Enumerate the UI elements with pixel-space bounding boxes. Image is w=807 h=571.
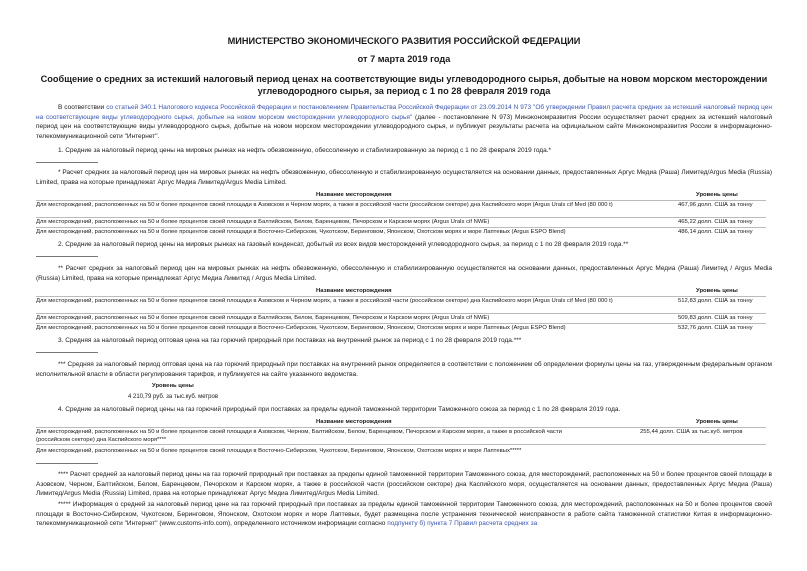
footnote-divider	[36, 352, 98, 353]
section4-footnote-4: **** Расчет средней за налоговый период цены на газ горючий природный при поставках за пределы единой таможенной территории Таможенного союза, для месторождений, расположенных на 50 и более процентов своей площади в Азовском, Черном, Балтийском, Белом, Баренцевом, Печорском и Карском морях, а также в российской части (российском секторе) дна Каспийского моря, осуществляется на основании данных, предоставленных Аргус Медиа (Раша) Лимитед/Argus Media (Russia) Limited, права на которые принадлежат Аргус Медиа Лимитед/Argus Media Limited.	[36, 471, 772, 497]
section2-footnote: ** Расчет средних за налоговый период цен на мировых рынках на нефть обезвоженную, обессоленную и стабилизированную осуществляется на основании данных, предоставленных Аргус Медиа (Раша) Лимитед / Argus Media (Russia) Limited, права на которые принадлежат Аргус Медиа Лимитед / Argus Media Limited.	[36, 265, 772, 282]
row-price: 512,83 долл. США за тонну	[678, 298, 753, 304]
footnote5-rules-link[interactable]: подпункту б) пункта 7 Правил расчета средних за	[387, 520, 538, 527]
table-rule	[36, 444, 766, 445]
row-name: Для месторождений, расположенных на 50 и более процентов своей площади в Восточно-Сибирском, Чукотском, Беринговом, Японском, Охотском морях и море Лаптевых (Argus ESPO Blend)	[36, 229, 566, 235]
table-header-price: Уровень цены	[696, 288, 738, 294]
section3-price-label: Уровень цены	[152, 383, 194, 389]
section2-heading: 2. Средние за налоговый период цены на мировых рынках на газовый конденсат, добытый из всех видов месторождений углеводородного сырья, за период с 1 по 28 февраля 2019 года.**	[58, 241, 629, 248]
section4-footnote-5	[36, 500, 772, 529]
row-name: Для месторождений, расположенных на 50 и более процентов своей площади в Азовском, Черном, Балтийском, Белом, Баренцевом, Печорском и Карском морях, а также в российской части (российском секторе) дна Каспийского моря****	[36, 429, 562, 443]
row-price: 465,22 долл. США за тонну	[678, 219, 753, 225]
table-rule	[36, 227, 766, 228]
row-name: Для месторождений, расположенных на 50 и более процентов своей площади в Азовском и Черном морях, а также в российской части (российском секторе) дна Каспийского моря (Argus Urals cif Med (80 000 t)	[36, 202, 613, 208]
row-price: 532,76 долл. США за тонну	[678, 325, 753, 331]
row-name: Для месторождений, расположенных на 50 и более процентов своей площади в Восточно-Сибирском, Чукотском, Беринговом, Японском, Охотском морях и море Лаптевых (Argus ESPO Blend)	[36, 325, 566, 331]
intro-text-start: В соответствии	[58, 104, 107, 111]
row-price: 255,44 долл. США за тыс.куб. метров	[640, 429, 743, 435]
table-rule	[36, 200, 766, 201]
intro-paragraph	[36, 103, 772, 141]
section1-heading: 1. Средние за налоговый период цены на мировых рынках на нефть обезвоженную, обессоленную и стабилизированную за период с 1 по 28 февраля 2019 года.*	[58, 147, 552, 154]
row-name: Для месторождений, расположенных на 50 и более процентов своей площади в Балтийском, Белом, Баренцевом, Печорском и Карском морях (Argus Urals cif NWE)	[36, 315, 490, 321]
table-rule	[36, 313, 766, 314]
row-name: Для месторождений, расположенных на 50 и более процентов своей площади в Балтийском, Белом, Баренцевом, Печорском и Карском морях (Argus Urals cif NWE)	[36, 219, 490, 225]
row-name: Для месторождений, расположенных на 50 и более процентов своей площади в Восточно-Сибирском, Чукотском, Беринговом, Японском, Охотском морях и море Лаптевых*****	[36, 448, 522, 454]
table-rule	[36, 323, 766, 324]
table-rule	[36, 427, 766, 428]
row-name: Для месторождений, расположенных на 50 и более процентов своей площади в Азовском и Черном морях, а также в российской части (российском секторе) дна Каспийского моря (Argus Urals cif Med (80 000 t)	[36, 298, 613, 304]
table-header-name: Название месторождения	[316, 419, 392, 425]
table-rule	[36, 217, 766, 218]
intro-text-end: (далее - постановление N 973) Минэкономразвития России осуществляет расчет средних за истекший налоговый период цен на соответствующие виды углеводородного сырья, добытые на новом морском месторождении углеводородного сырья, и публикует результаты расчета на официальном сайте Минэкономразвития России в информационно-телекоммуникационной сети "Интернет".	[36, 113, 772, 140]
table-header-price: Уровень цены	[696, 419, 738, 425]
document-date: от 7 марта 2019 года	[357, 54, 451, 64]
section4-heading: 4. Средние за налоговый период цены на газ горючий природный при поставках за пределы единой таможенной территории Таможенного союза за период с 1 по 28 февраля 2019 года.	[58, 406, 621, 413]
section1-footnote: * Расчет средних за налоговый период цен на мировых рынках на нефть обезвоженную, обессоленную и стабилизированную осуществляется на основании данных, предоставленных Аргус Медиа (Раша) Лимитед/Argus Media (Russia) Limited, права на которые принадлежат Аргус Медиа Лимитед/Argus Media Limited.	[36, 169, 772, 186]
table-rule	[36, 296, 766, 297]
section3-footnote: *** Средняя за налоговый период оптовая цена на газ горючий природный при поставках на внутренний рынок определяется в соответствии с положением об определении формулы цены на газ, утвержденным федеральным органом исполнительной власти в области регулирования тарифов, и публикуется на сайте указанного ведомства.	[36, 361, 772, 378]
footnote5-text: ***** Информация о средней за налоговый период цене на газ горючий природный при поставках за пределы единой таможенной территории Таможенного союза, для месторождений, расположенных на 50 и более процентов своей площади в Восточно-Сибирском, Чукотском, Беринговом, Японском, Охотском морях и море Лаптевых, будет размещена после устранения технической неисправности в работе сайта таможенной статистики Китая в информационно-телекоммуникационной сети "Интернет" (www.customs-info.com), определенного источником информации согласно	[36, 501, 772, 527]
table-header-name: Название месторождения	[316, 288, 392, 294]
document-title-line1: Сообщение о средних за истекший налоговый период ценах на соответствующие виды углеводородного сырья, добытые на новом морском месторождении	[40, 74, 768, 84]
row-price: 467,96 долл. США за тонну	[678, 202, 753, 208]
document-title-line2: углеводородного сырья, за период с 1 по 28 февраля 2019 года	[257, 86, 551, 96]
ministry-heading: МИНИСТЕРСТВО ЭКОНОМИЧЕСКОГО РАЗВИТИЯ РОССИЙСКОЙ ФЕДЕРАЦИИ	[227, 36, 581, 46]
section3-heading: 3. Средняя за налоговый период оптовая цена на газ горючий природный при поставках на внутренний рынок за период с 1 по 28 февраля 2019 года.***	[58, 337, 522, 344]
row-price: 509,83 долл. США за тонну	[678, 315, 753, 321]
table-header-price: Уровень цены	[696, 192, 738, 198]
footnote-divider	[36, 256, 98, 257]
section3-price-value: 4 210,79 руб. за тыс.куб. метров	[128, 394, 219, 400]
row-price: 486,14 долл. США за тонну	[678, 229, 753, 235]
footnote-divider	[36, 463, 98, 464]
table-header-name: Название месторождения	[316, 192, 392, 198]
footnote-divider	[36, 162, 98, 163]
intro-law-link[interactable]: со статьей 340.1 Налогового кодекса Российской Федерации и постановлением Правительства Российской Федерации от 23.09.2014 N 973 "Об утверждении Правил расчета средних за истекший налоговый период цен на соответствующие виды углеводородного сырья, добытые на новом морском месторождении углеводородного сырья"	[36, 104, 772, 121]
